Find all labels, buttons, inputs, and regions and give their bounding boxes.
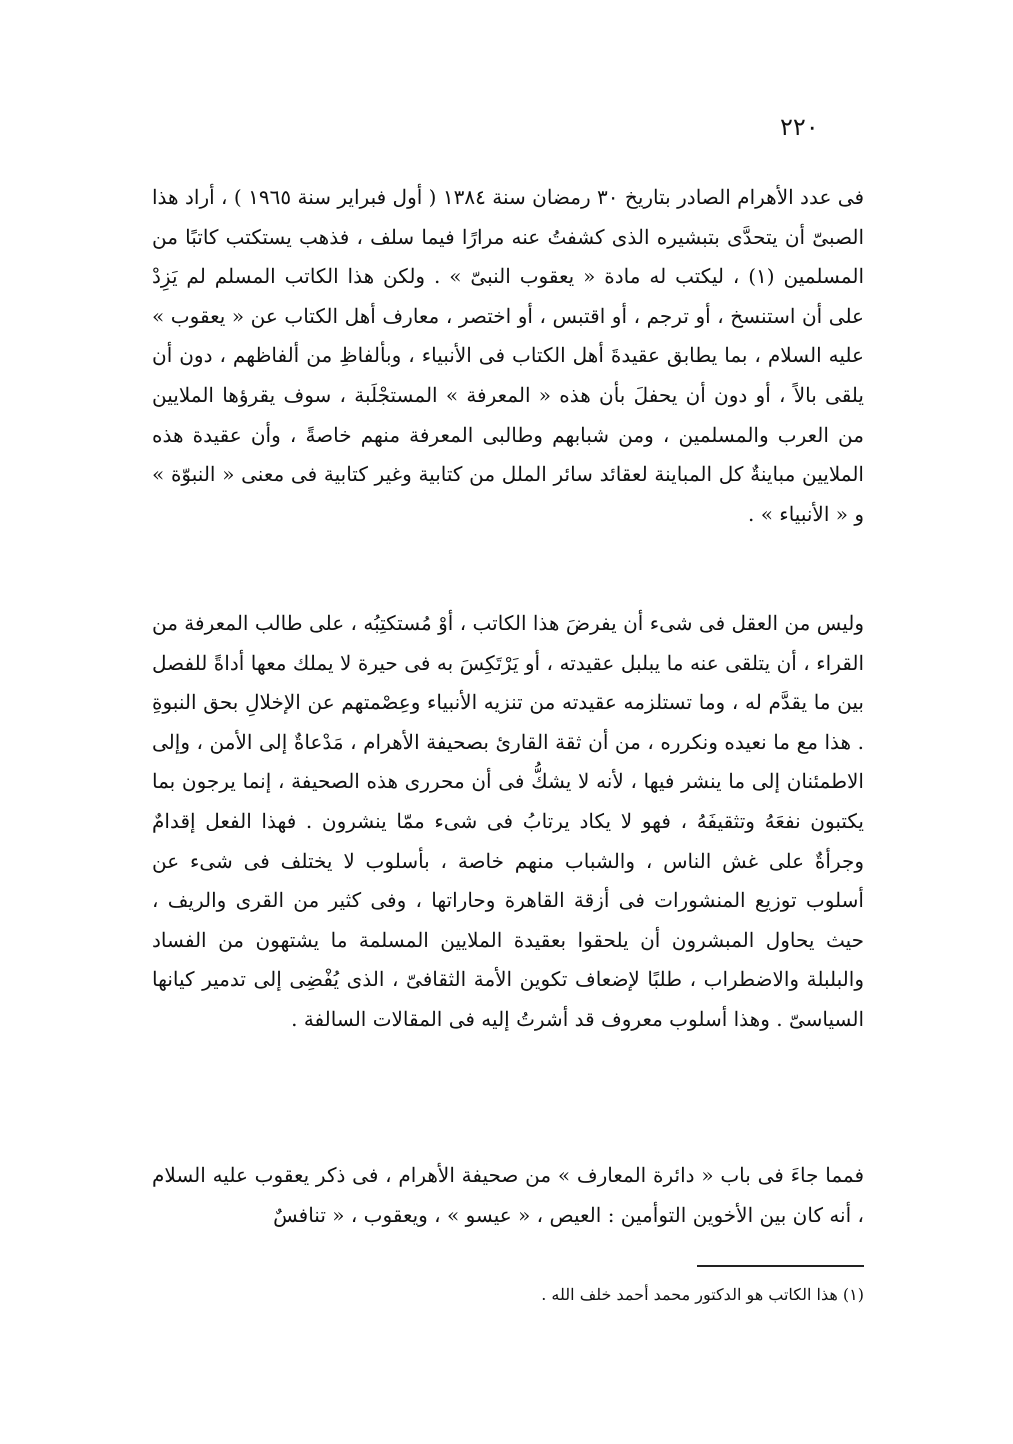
paragraph-2: وليس من العقل فى شىء أن يفرضَ هذا الكاتب ، أوْ مُستكتِبُه ، على طالب المعرفة من القراء ، أن يتلقى عنه ما يبلبل عقيدته ، أو يَرْتَكِسَ به فى حيرة لا يملك معها أداةً للفصل بين ما يقدَّم له ، وما تستلزمه عقيدته من تنزيه الأنبياء وعِصْمتهم عن الإخلالِ بحق النبوةِ . هذا مع ما نعيده ونكرره ، من أن ثقة القارئ بصحيفة الأهرام ، مَدْعاةٌ إلى الأمن ، وإلى الاطمئنان إلى ما ينشر فيها ، لأنه لا يشكُّ فى أن محررى هذه الصحيفة ، إنما يرجون بما يكتبون نفعَهُ وتثقيفَهُ ، فهو لا يكاد يرتابُ فى شىء ممّا ينشرون . فهذا الفعل إقدامٌ وجرأةٌ على غش الناس ، والشباب منهم خاصة ، بأسلوب لا يختلف فى شىء عن أسلوب توزيع المنشورات فى أزقة القاهرة وحاراتها ، وفى كثير من القرى والريف ، حيث يحاول المبشرون أن يلحقوا بعقيدة الملايين المسلمة ما يشتهون من الفساد والبلبلة والاضطراب ، طلبًا لإضعاف تكوين الأمة الثقافىّ ، الذى يُفْضِى إلى تدمير كيانها السياسىّ . وهذا أسلوب معروف قد أشرتُ إليه فى المقالات السالفة . — [152, 611, 865, 1031]
paragraph-1: فى عدد الأهرام الصادر بتاريخ ٣٠ رمضان سنة ١٣٨٤ ( أول فبراير سنة ١٩٦٥ ) ، أراد هذا الصبىّ أن يتحدَّى بتبشيره الذى كشفتُ عنه مرارًا فيما سلف ، فذهب يستكتب كاتبًا من المسلمين (١) ، ليكتب له مادة « يعقوب النبىّ » . ولكن هذا الكاتب المسلم لم يَزِدْ على أن استنسخ ، أو ترجم ، أو اقتبس ، أو اختصر ، معارف أهل الكتاب عن « يعقوب » عليه السلام ، بما يطابق عقيدةَ أهل الكتاب فى الأنبياء ، وبألفاظِ من ألفاظهم ، دون أن يلقى بالاً ، أو دون أن يحفلَ بأن هذه « المعرفة » المستجْلَبة ، سوف يقرؤها الملايين من العرب والمسلمين ، ومن شبابهم وطالبى المعرفة منهم خاصةً ، وأن عقيدة هذه الملايين مباينةٌ كل المباينة لعقائد سائر الملل من كتابية وغير كتابية فى معنى « النبوّة » و « الأنبياء » . — [152, 185, 865, 526]
page-number: ٢٢٠ — [780, 113, 819, 141]
footnote: (١) هذا الكاتب هو الدكتور محمد أحمد خلف الله . — [541, 1285, 864, 1304]
paragraph-3: فمما جاءَ فى باب « دائرة المعارف » من صحيفة الأهرام ، فى ذكر يعقوب عليه السلام ، أنه كان بين الأخوين التوأمين : العيص ، « عيسو » ، ويعقوب ، « تنافسٌ — [152, 1163, 864, 1227]
footnote-divider — [697, 1265, 864, 1267]
